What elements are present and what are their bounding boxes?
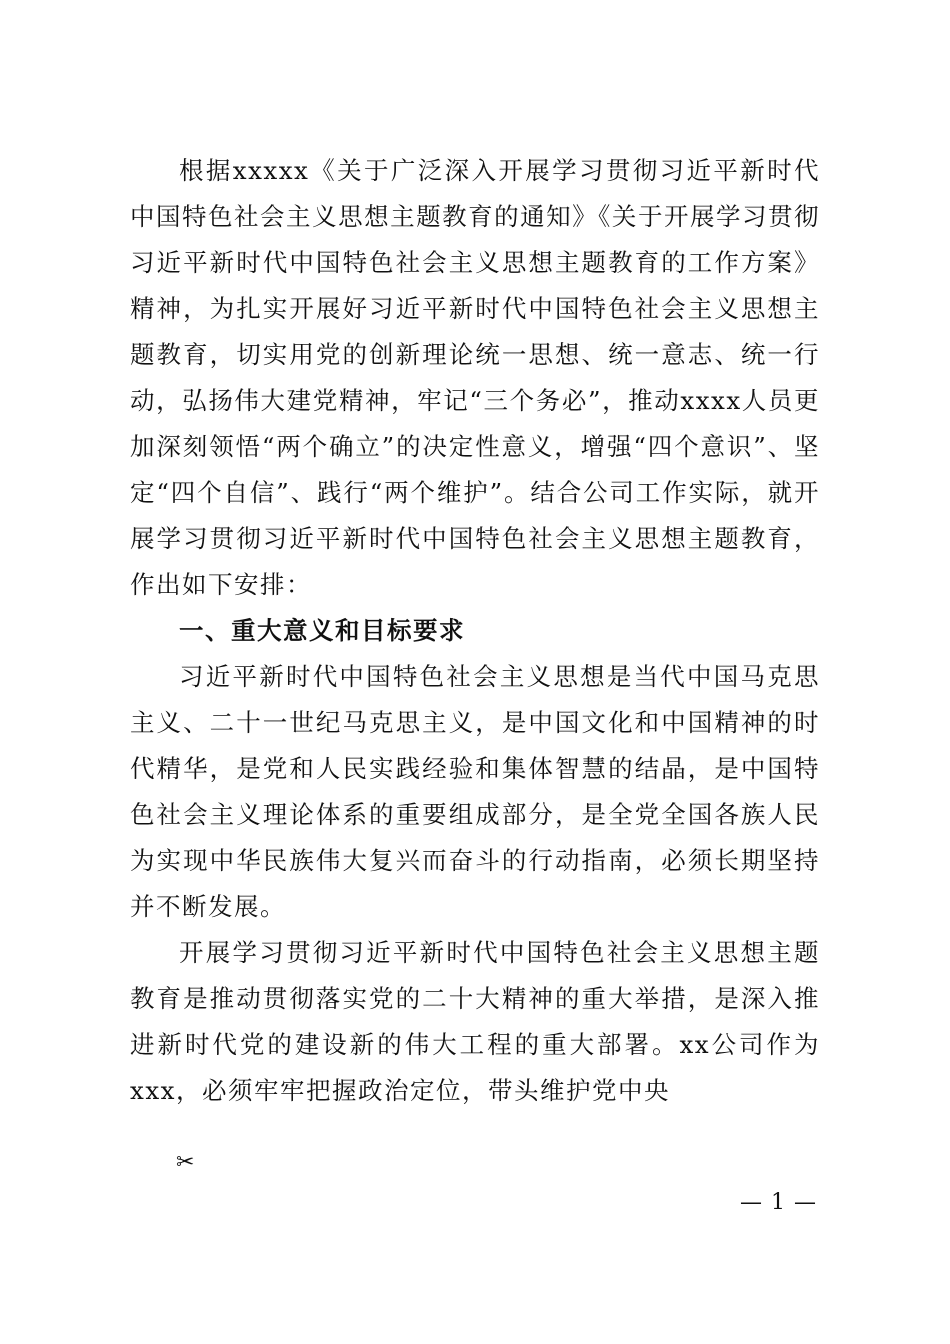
page-number: — 1 — — [740, 1190, 817, 1215]
significance-paragraph: 习近平新时代中国特色社会主义思想是当代中国马克思主义、二十一世纪马克思主义，是中国文化和中国精神的时代精华，是党和人民实践经验和集体智慧的结晶，是中国特色社会主义理论体系的重要组成部分，是全党全国各族人民为实现中华民族伟大复兴而奋斗的行动指南，必须长期坚持并不断发展。 — [130, 662, 820, 921]
education-paragraph: 开展学习贯彻习近平新时代中国特色社会主义思想主题教育是推动贯彻落实党的二十大精神的重大举措，是深入推进新时代党的建设新的伟大工程的重大部署。xx公司作为xxx，必须牢牢把握政治定位，带头维护党中央 — [130, 938, 820, 1105]
scissors-icon: ✂ — [176, 1150, 195, 1175]
document-body — [130, 148, 820, 1114]
section-heading-1: 一、重大意义和目标要求 — [179, 616, 465, 645]
intro-paragraph: 根据xxxxx《关于广泛深入开展学习贯彻习近平新时代中国特色社会主义思想主题教育的通知》《关于开展学习贯彻习近平新时代中国特色社会主义思想主题教育的工作方案》精神，为扎实开展好习近平新时代中国特色社会主义思想主题教育，切实用党的创新理论统一思想、统一意志、统一行动，弘扬伟大建党精神，牢记“三个务必”，推动xxxx人员更加深刻领悟“两个确立”的决定性意义，增强“四个意识”、坚定“四个自信”、践行“两个维护”。结合公司工作实际，就开展学习贯彻习近平新时代中国特色社会主义思想主题教育，作出如下安排： — [130, 156, 820, 599]
